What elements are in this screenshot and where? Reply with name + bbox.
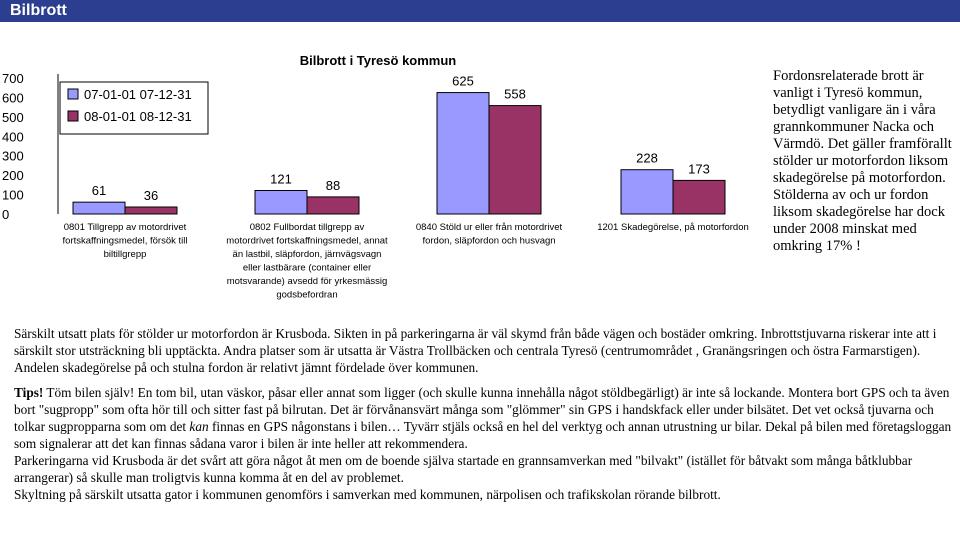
y-tick-label: 0	[2, 207, 10, 222]
side-note: Fordonsrelaterade brott är vanligt i Tyresö kommun, betydligt vanligare än i våra grannkommuner Nacka och Värmdö. Det gäller framförallt stölder ur motorfordon liksom skadegörelse på motorfordon. Stölderna av och ur fordon liksom skadegörelse har dock under 2008 minskat med omkring 17% !	[773, 68, 952, 254]
y-tick-label: 100	[2, 187, 24, 203]
category-label: 0840 Stöld ur eller från motordrivet	[415, 222, 563, 233]
category-label: motsvarande) avsedd för yrkesmässig	[226, 276, 388, 287]
paragraph-location: Särskilt utsatt plats för stölder ur motorfordon är Krusboda. Sikten in på parkeringarna är väl skymd från både vägen och bostäder omkring. Inbrottstjuvarna riskerar inte att i särskilt stor utsträckning bli upptäckta. Andra platser som är utsatta är Västra Trollbäcken och centrala Tyresö (centrumområdet , Granängsringen och östra Farmarstigen).	[14, 326, 937, 358]
y-tick-label: 400	[2, 129, 24, 145]
category-label: 0802 Fullbordat tillgrepp av	[249, 222, 365, 233]
tips-text-end: finnas en GPS någonstans i bilen… Tyvärr stjäls också en hel del verktyg och annan utrustning ur bilar. Dekal på bilen med företagsloggan som signalerar att det kan finnas sådana varor i bilen är inte heller att rekommendera.	[14, 419, 952, 451]
data-label: 121	[270, 171, 292, 187]
page-title: Bilbrott	[10, 2, 67, 19]
category-label: 0801 Tillgrepp av motordrivet	[63, 222, 187, 233]
y-tick-label: 500	[2, 109, 24, 125]
bar	[307, 197, 359, 214]
tips-emphasis: kan	[189, 419, 209, 434]
category-label: eller lastbärare (container eller	[242, 262, 372, 274]
bar	[673, 180, 725, 214]
bar	[73, 202, 125, 214]
data-label: 173	[688, 161, 710, 177]
category-label: fordon, släpfordon och husvagn	[422, 235, 556, 247]
paragraph-signage: Skyltning på särskilt utsatta gator i kommunen genomförs i samverkan med kommunen, närpolisen och trafikskolan rörande bilbrott.	[14, 487, 721, 502]
tips-text: Töm bilen själv! En tom bil, utan väskor, påsar eller annat som ligger (och skulle kunna innehålla något stöldbegärligt) är inte så lockande. Montera bort GPS och ta även bort "sugpropp" som ofta hör till och sitter fast på bilrutan. Det är förvånansvärt många som "glömmer" sin GPS i handskfack eller under bilsätet. Det vet också tjuvarna och tolkar sugpropparna som om det	[14, 385, 950, 434]
category-labels-group	[63, 222, 749, 301]
data-label: 558	[504, 86, 526, 102]
data-label: 228	[636, 150, 658, 166]
data-label: 625	[452, 73, 474, 89]
bar	[437, 93, 489, 214]
y-tick-label: 700	[2, 71, 24, 86]
category-label: godsbefordran	[276, 289, 338, 301]
legend-swatch	[68, 111, 78, 121]
paragraph-tips	[14, 384, 954, 452]
y-tick-label: 200	[2, 168, 24, 184]
legend-label: 07-01-01 07-12-31	[84, 87, 192, 102]
bar	[125, 207, 177, 214]
data-label: 36	[143, 188, 159, 204]
bar	[489, 106, 541, 214]
category-label: 1201 Skadegörelse, på motorfordon	[597, 222, 749, 233]
category-label: biltillgrepp	[103, 249, 147, 260]
header-bar	[0, 0, 960, 22]
paragraph-parking: Parkeringarna vid Krusboda är det svårt att göra något åt men om de boende själva startade en grannsamverkan med "bilvakt" (istället för båtvakt som många båtklubbar arrangerar) så skulle man troligtvis kunna komma åt en del av problemet.	[14, 453, 913, 485]
y-tick-label: 300	[2, 148, 24, 164]
y-tick-label: 600	[2, 90, 24, 106]
bar	[255, 190, 307, 214]
data-label: 88	[325, 177, 341, 193]
legend-label: 08-01-01 08-12-31	[84, 109, 192, 124]
paragraph-distribution: Andelen skadegörelse på och stulna fordon är relativt jämnt fördelade över kommunen.	[14, 360, 479, 375]
category-label: motordrivet fortskaffningsmedel, annat	[226, 235, 388, 247]
chart-title: Bilbrott i Tyresö kommun	[299, 53, 457, 68]
category-label: än lastbil, släpfordon, järnvägsvagn	[232, 249, 382, 260]
bar-chart	[0, 46, 770, 311]
bar	[621, 170, 673, 214]
category-label: fortskaffningsmedel, försök till	[62, 235, 188, 247]
data-label: 61	[91, 183, 107, 199]
y-axis	[2, 71, 58, 222]
legend-swatch	[68, 89, 78, 99]
legend	[60, 82, 208, 134]
body-text	[14, 325, 954, 503]
tips-label: Tips!	[14, 385, 44, 400]
